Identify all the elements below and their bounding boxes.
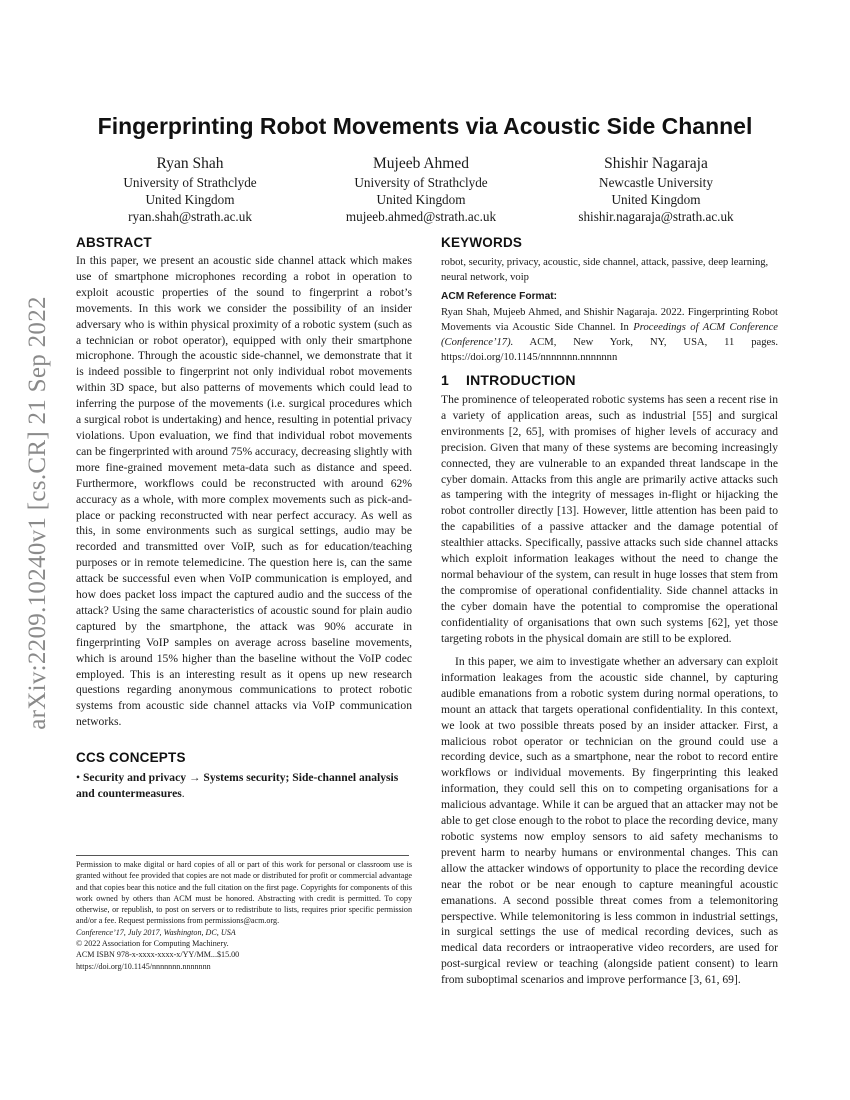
author-email: mujeeb.ahmed@strath.ac.uk	[345, 209, 497, 224]
author-email: shishir.nagaraja@strath.ac.uk	[578, 209, 734, 224]
ccs-bullet: •	[76, 771, 81, 784]
author-1	[75, 154, 305, 225]
ccs-period: .	[181, 787, 185, 800]
keywords-text: robot, security, privacy, acoustic, side channel, attack, passive, deep learning, neural network, voip	[441, 257, 769, 283]
author-name: Mujeeb Ahmed	[373, 155, 469, 172]
ccs-concept-text: Security and privacy → Systems security; Side-channel analysis and countermeasures	[76, 771, 399, 800]
author-name: Shishir Nagaraja	[604, 155, 708, 172]
author-country: United Kingdom	[611, 192, 701, 207]
acm-ref-pre: Ryan Shah, Mujeeb Ahmed, and Shishir Nagaraja. 2022. Fingerprinting Robot Movements via Acoustic Side Channel. In	[441, 307, 778, 333]
isbn-line: ACM ISBN 978-x-xxxx-xxxx-x/YY/MM...$15.00	[76, 950, 240, 960]
doi-line: https://doi.org/10.1145/nnnnnnn.nnnnnnn	[76, 961, 211, 971]
acm-ref-proceedings: Proceedings of ACM Conference (Conference’17).	[441, 322, 778, 348]
introduction-heading	[441, 372, 576, 388]
author-name: Ryan Shah	[156, 155, 224, 172]
ccs-concepts	[76, 770, 412, 802]
author-3	[541, 154, 771, 225]
ccs-heading: CCS CONCEPTS	[76, 750, 186, 765]
conference-info: Conference’17, July 2017, Washington, DC, USA	[76, 927, 236, 937]
paper-title: Fingerprinting Robot Movements via Acoustic Side Channel	[97, 113, 753, 139]
copyright-line: © 2022 Association for Computing Machinery.	[76, 939, 229, 949]
section-title: INTRODUCTION	[466, 372, 576, 388]
section-number: 1	[441, 372, 449, 388]
arxiv-id-text: arXiv:2209.10240v1 [cs.CR] 21 Sep 2022	[24, 295, 51, 730]
keywords-heading: KEYWORDS	[441, 235, 523, 250]
author-country: United Kingdom	[145, 192, 235, 207]
permission-block	[76, 859, 412, 972]
acm-ref-heading: ACM Reference Format:	[441, 291, 558, 302]
author-block	[75, 154, 775, 226]
arxiv-identifier	[8, 290, 68, 735]
abstract-text: In this paper, we present an acoustic side channel attack which makes use of smartphone microphones recording a robot in operation to exploit acoustic properties of the sound to fingerprint a robot’s movements. In this work we consider the possibility of an insider adversary who is within physical proximity of a robotic system (such as a technician or robot operator), equipped with only their smartphone microphone. Through the acoustic side-channel, we demonstrate that it is indeed possible to fingerprint not only individual robot movements within 3D space, but also patterns of movements which could lead to inferring the purpose of the movements (i.e. surgical procedures which a surgical robot is undertaking) and hence, resulting in potential privacy violations. Upon evaluation, we find that individual robot movements can be fingerprinted with around 75% accuracy, decreasing slightly with more fine-grained movement meta-data such as distance and speed. Furthermore, workflows could be reconstructed with around 62% accuracy as a whole, with more complex movements such as pick-and-place or packing reconstructed with near perfect accuracy. As well as this, in some environments such as surgical settings, audio may be recorded and transmitted over VoIP, such as for education/teaching purposes or in remote telemedicine. The question here is, can the same attack be successful even when VoIP communication is employed, and how does packet loss impact the captured audio and the success of the attack? Using the same characteristics of acoustic sound for plain audio captured by the smartphone, the attack was 90% accurate in fingerprinting VoIP samples on average across baseline movements, which is around 15% higher than the baseline without the VoIP codec employed. This is an interesting result as it opens up new research questions regarding anonymous communications to protect robotic systems from acoustic side channel attacks via VoIP communication networks.	[76, 254, 412, 729]
acm-reference	[441, 305, 778, 365]
author-2	[306, 154, 536, 225]
intro-paragraph-2: In this paper, we aim to investigate whether an adversary can exploit information leakages from the acoustic side channel, by capturing audible emanations from a robotic system during normal operations, to mount an attack that targets operational confidentiality. In this context, we look at two possible threats posed by an insider attacker. First, a malicious robot operator or technician on the ground could use a recording device, such as a smartphone, near the robot to record entire workflows or individual movements. By fingerprinting this leaked information, they could sell this on to competing organisations for a malicious advantage. While it can be argued that an attacker may not be able to get close enough to the robot to place the recording device, many robotic systems now employ sensors to aid safety mechanisms to prevent harm to nearby humans or environmental changes. This can allow the attacker windows of opportunity to place the recording device near the robot or be near enough to capture meaningful acoustic emanations. A second possible threat comes from a telemonitoring perspective. While telemonitoring is less common in industrial settings, in surgical settings the use of medical recording devices, such as medical data recorders or intraoperative video recorders, are used for post-surgical review or teaching (alongside patient consent) to learn from suboptimal scenarios and improve performance [3, 61, 69].	[441, 655, 778, 987]
intro-paragraph-1: The prominence of teleoperated robotic systems has seen a recent rise in a variety of application areas, such as industrial [55] and surgical environments [2, 65], with promises of higher levels of accuracy and precision. Given that many of these systems are becoming increasingly connected, they are vulnerable to an expanded threat landscape in the cyber domain. Attacks from this angle are primarily active attacks such as tampering with the integrity of messages in-flight or hijacking the robot controller directly [13]. However, little attention has been paid to the capabilities of a passive attacker and the damage potential of stealthier attacks. Specifically, passive attacks such side channel attacks which exploit information leakages without the need to change the normal behaviour of the system, can result in huge losses that stem from the compromise of operational confidentiality. Side channel attacks in the cyber domain have the potential to compromise the operational confidentiality of organisations that own such systems [62], yet those targeting robots in the physical domain are still to be explored.	[441, 393, 778, 645]
author-affiliation: Newcastle University	[599, 175, 713, 190]
author-country: United Kingdom	[376, 192, 466, 207]
footnote-rule	[76, 855, 409, 856]
author-affiliation: University of Strathclyde	[354, 175, 488, 190]
author-email: ryan.shah@strath.ac.uk	[128, 209, 252, 224]
author-affiliation: University of Strathclyde	[123, 175, 257, 190]
abstract-heading: ABSTRACT	[76, 235, 152, 250]
acm-ref-post: ACM, New York, NY, USA, 11 pages. https://doi.org/10.1145/nnnnnnn.nnnnnnn	[441, 337, 778, 363]
permission-text: Permission to make digital or hard copies of all or part of this work for personal or classroom use is granted without fee provided that copies are not made or distributed for profit or commercial advantage and that copies bear this notice and the full citation on the first page. Copyrights for components of this work owned by others than ACM must be honored. Abstracting with credit is permitted. To copy otherwise, or republish, to post on servers or to redistribute to lists, requires prior specific permission and/or a fee. Request permissions from permissions@acm.org.	[76, 860, 412, 926]
